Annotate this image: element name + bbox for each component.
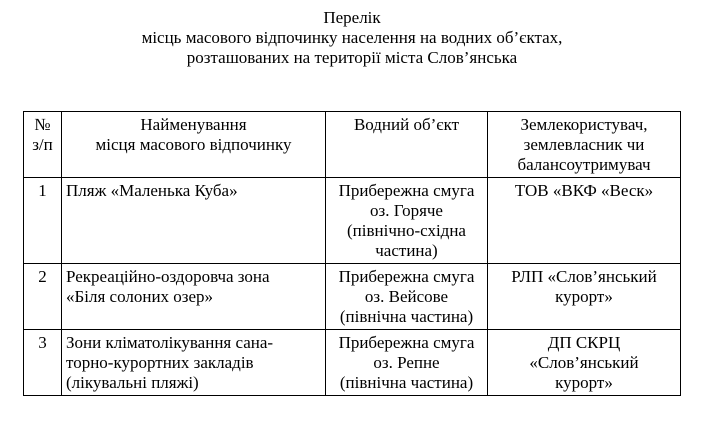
header-number-line: з/п <box>32 135 53 154</box>
cell-place-name-line: (лікувальні пляжі) <box>66 373 199 392</box>
cell-water-object-line: оз. Репне <box>373 353 440 372</box>
cell-land-user-line: курорт» <box>555 373 613 392</box>
heading-title: Перелік <box>323 8 381 27</box>
cell-place-name-line: Пляж «Маленька Куба» <box>66 181 238 200</box>
table-row <box>24 178 681 264</box>
header-place-name-line: Найменування <box>140 115 247 134</box>
header-water-object <box>326 112 488 178</box>
cell-water-object-line: (північна частина) <box>339 307 474 326</box>
cell-land-user <box>488 330 681 396</box>
cell-land-user <box>488 264 681 330</box>
cell-place-name-line: Рекреаційно-оздоровча зона <box>66 267 270 286</box>
heading-subtitle-line-2: розташованих на території міста Слов’янська <box>186 48 518 67</box>
cell-land-user-line: ТОВ «ВКФ «Веск» <box>514 181 654 200</box>
header-land-user-line: землевласник чи <box>523 135 645 154</box>
cell-land-user-line: «Слов’янський <box>529 353 639 372</box>
header-land-user <box>488 112 681 178</box>
cell-place-name-line: торно-курортних закладів <box>66 353 254 372</box>
cell-water-object-line: частина) <box>375 241 438 260</box>
cell-water-object-line: (північна частина) <box>339 373 474 392</box>
cell-water-object-line: Прибережна смуга <box>338 267 475 286</box>
document-heading <box>0 8 704 68</box>
table-row <box>24 264 681 330</box>
cell-place-name <box>62 264 326 330</box>
header-number <box>24 112 62 178</box>
header-number-line: № <box>34 115 51 134</box>
cell-water-object-line: Прибережна смуга <box>338 333 475 352</box>
cell-place-name-line: Зони кліматолікування сана- <box>66 333 274 352</box>
heading-subtitle-line-1: місць масового відпочинку населення на водних об’єктах, <box>141 28 563 47</box>
table-row <box>24 330 681 396</box>
header-place-name-line: місця масового відпочинку <box>95 135 292 154</box>
cell-land-user-line: ДП СКРЦ <box>547 333 621 352</box>
places-table <box>23 111 681 396</box>
cell-land-user-line: курорт» <box>555 287 613 306</box>
header-place-name <box>62 112 326 178</box>
cell-water-object <box>326 178 488 264</box>
cell-water-object-line: оз. Вейсове <box>364 287 449 306</box>
header-land-user-line: балансоутримувач <box>517 155 651 174</box>
cell-number: 3 <box>24 330 62 396</box>
header-land-user-line: Землекористувач, <box>520 115 648 134</box>
cell-place-name <box>62 330 326 396</box>
cell-water-object <box>326 330 488 396</box>
cell-number: 2 <box>24 264 62 330</box>
cell-water-object-line: Прибережна смуга <box>338 181 475 200</box>
cell-place-name <box>62 178 326 264</box>
table-header-row <box>24 112 681 178</box>
cell-water-object-line: оз. Горяче <box>370 201 443 220</box>
cell-water-object <box>326 264 488 330</box>
header-water-object-line: Водний об’єкт <box>353 115 460 134</box>
cell-number: 1 <box>24 178 62 264</box>
cell-water-object-line: (північно-східна <box>347 221 466 240</box>
cell-land-user <box>488 178 681 264</box>
cell-land-user-line: РЛП «Слов’янський <box>511 267 657 286</box>
cell-place-name-line: «Біля солоних озер» <box>66 287 214 306</box>
